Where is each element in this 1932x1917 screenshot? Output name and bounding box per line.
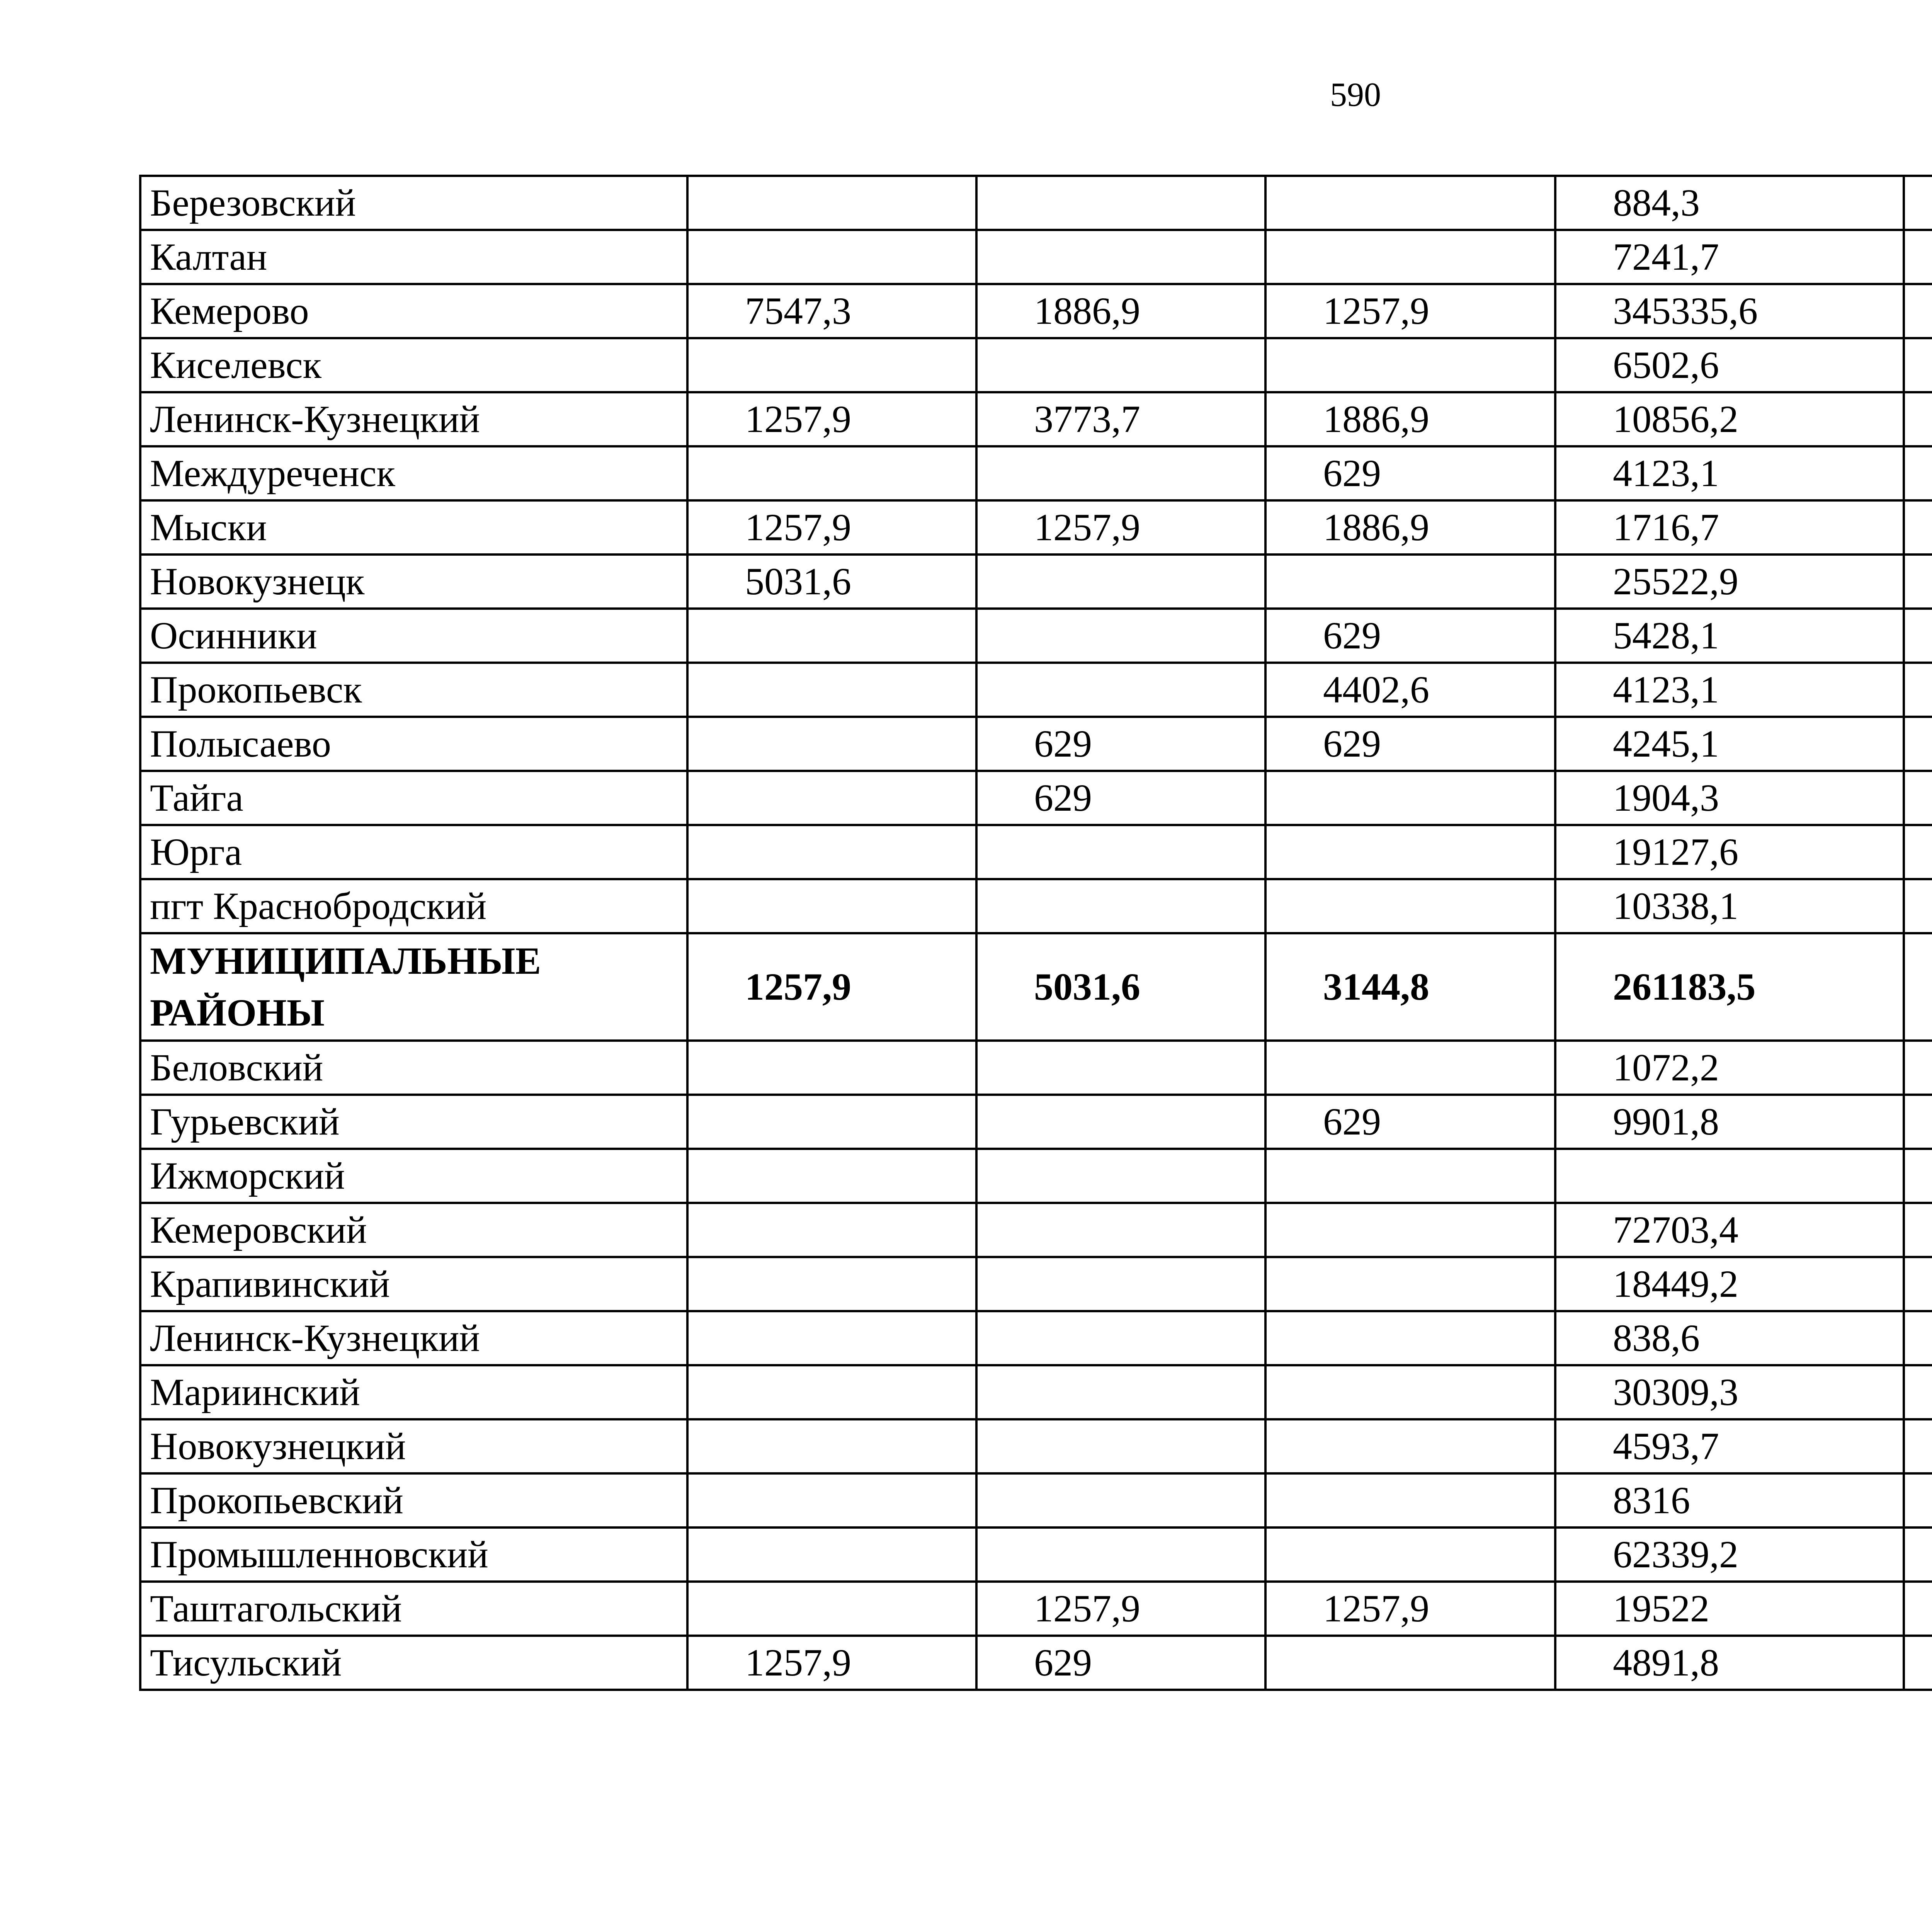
value-cell [1904, 1149, 1932, 1203]
table-row [140, 392, 1932, 446]
value-cell [1904, 717, 1932, 771]
value-cell: 1886,9 [1265, 392, 1555, 446]
table-row [140, 176, 1932, 230]
value-cell [976, 1419, 1265, 1473]
value-cell [1904, 392, 1932, 446]
row-label-cell: Ижморский [140, 1149, 687, 1203]
value-cell [1265, 879, 1555, 933]
value-cell: 30309,3 [1555, 1365, 1904, 1419]
table-row [140, 1419, 1932, 1473]
row-label-cell: Полысаево [140, 717, 687, 771]
value-cell [976, 1149, 1265, 1203]
row-label-cell: Междуреченск [140, 446, 687, 500]
value-cell [1265, 338, 1555, 392]
row-label-cell: Юрга [140, 825, 687, 879]
value-cell: 1257,9 [1265, 284, 1555, 338]
value-cell [1265, 1636, 1555, 1690]
value-cell [976, 1041, 1265, 1095]
row-label-cell: пгт Краснобродский [140, 879, 687, 933]
value-cell: 4123,1 [1555, 663, 1904, 717]
table-row [140, 1473, 1932, 1527]
value-cell: 629 [1265, 609, 1555, 663]
value-cell: 8316 [1555, 1473, 1904, 1527]
row-label-cell: Прокопьевский [140, 1473, 687, 1527]
value-cell: 884,3 [1555, 176, 1904, 230]
row-label-cell: Тайга [140, 771, 687, 825]
row-label-cell: Березовский [140, 176, 687, 230]
table-row [140, 1365, 1932, 1419]
page-number: 590 [1330, 76, 1381, 114]
value-cell: 629 [1265, 1095, 1555, 1149]
value-cell [1265, 555, 1555, 609]
row-label-cell: Таштагольский [140, 1582, 687, 1636]
value-cell [1904, 663, 1932, 717]
table-row [140, 555, 1932, 609]
row-label-cell: Тисульский [140, 1636, 687, 1690]
row-label-cell: Мыски [140, 500, 687, 555]
value-cell [1265, 825, 1555, 879]
value-cell: 1257,9 [687, 500, 976, 555]
value-cell: 629 [976, 771, 1265, 825]
row-label-cell: Кемерово [140, 284, 687, 338]
row-label-cell: Новокузнецк [140, 555, 687, 609]
value-cell [1904, 1473, 1932, 1527]
value-cell: 4402,6 [1265, 663, 1555, 717]
value-cell [1265, 176, 1555, 230]
value-cell [687, 176, 976, 230]
value-cell [1265, 771, 1555, 825]
value-cell [976, 825, 1265, 879]
value-cell [687, 338, 976, 392]
value-cell: 25522,9 [1555, 555, 1904, 609]
table-row [140, 771, 1932, 825]
value-cell: 19522 [1555, 1582, 1904, 1636]
value-cell [687, 446, 976, 500]
value-cell: 6502,6 [1555, 338, 1904, 392]
value-cell [976, 1095, 1265, 1149]
value-cell [1265, 1041, 1555, 1095]
value-cell: 1886,9 [976, 284, 1265, 338]
value-cell [1265, 1473, 1555, 1527]
value-cell [687, 1419, 976, 1473]
row-label-cell: Осинники [140, 609, 687, 663]
value-cell [687, 609, 976, 663]
table-row [140, 230, 1932, 284]
value-cell: 10856,2 [1555, 392, 1904, 446]
value-cell [687, 1203, 976, 1257]
value-cell [687, 771, 976, 825]
value-cell: 1257,9 [976, 1582, 1265, 1636]
value-cell: 629 [1265, 446, 1555, 500]
value-cell: 1716,7 [1555, 500, 1904, 555]
value-cell: 3773,7 [976, 392, 1265, 446]
value-cell: 1257,9 [1265, 1582, 1555, 1636]
value-cell: 1257,9 [687, 392, 976, 446]
table-row [140, 1582, 1932, 1636]
value-cell [687, 1041, 976, 1095]
value-cell: 1257,9 [687, 933, 976, 1041]
value-cell: 261183,5 [1555, 933, 1904, 1041]
value-cell: 18449,2 [1555, 1257, 1904, 1311]
value-cell: 5031,6 [687, 555, 976, 609]
value-cell [687, 1311, 976, 1365]
value-cell [976, 1257, 1265, 1311]
value-cell [976, 555, 1265, 609]
value-cell [1904, 825, 1932, 879]
row-label-cell: Беловский [140, 1041, 687, 1095]
value-cell [1904, 284, 1932, 338]
table-row [140, 338, 1932, 392]
value-cell: 1257,9 [976, 500, 1265, 555]
value-cell [1904, 1365, 1932, 1419]
value-cell [1265, 1527, 1555, 1582]
value-cell [687, 825, 976, 879]
value-cell [1904, 1041, 1932, 1095]
value-cell: 5031,6 [976, 933, 1265, 1041]
value-cell: 4123,1 [1555, 446, 1904, 500]
value-cell [1904, 500, 1932, 555]
value-cell [687, 230, 976, 284]
value-cell: 9901,8 [1555, 1095, 1904, 1149]
value-cell [1265, 1419, 1555, 1473]
value-cell [687, 1473, 976, 1527]
value-cell [1904, 1636, 1932, 1690]
value-cell [1265, 1203, 1555, 1257]
value-cell [976, 230, 1265, 284]
value-cell [1904, 1582, 1932, 1636]
table-row [140, 446, 1932, 500]
table-row [140, 879, 1932, 933]
data-table [139, 175, 1932, 1691]
value-cell [1904, 1257, 1932, 1311]
value-cell [687, 1527, 976, 1582]
value-cell [1265, 1149, 1555, 1203]
value-cell [687, 1095, 976, 1149]
table-row [140, 609, 1932, 663]
value-cell [1904, 1203, 1932, 1257]
value-cell [976, 338, 1265, 392]
row-label-cell: Прокопьевск [140, 663, 687, 717]
value-cell [976, 1311, 1265, 1365]
value-cell [1904, 1527, 1932, 1582]
table-row [140, 717, 1932, 771]
value-cell [1904, 879, 1932, 933]
value-cell [1904, 1095, 1932, 1149]
row-label-cell: Крапивинский [140, 1257, 687, 1311]
row-label-cell: Новокузнецкий [140, 1419, 687, 1473]
row-label-cell: Мариинский [140, 1365, 687, 1419]
table-row [140, 500, 1932, 555]
value-cell: 629 [976, 717, 1265, 771]
value-cell [1904, 230, 1932, 284]
value-cell [976, 446, 1265, 500]
table-row [140, 1041, 1932, 1095]
value-cell [1904, 933, 1932, 1041]
value-cell [976, 879, 1265, 933]
table-row [140, 1311, 1932, 1365]
value-cell: 629 [976, 1636, 1265, 1690]
table-row [140, 1636, 1932, 1690]
row-label-cell: МУНИЦИПАЛЬНЫЕ РАЙОНЫ [140, 933, 687, 1041]
value-cell: 19127,6 [1555, 825, 1904, 879]
table-row [140, 1149, 1932, 1203]
value-cell [687, 1149, 976, 1203]
value-cell [1265, 1365, 1555, 1419]
value-cell [976, 1203, 1265, 1257]
value-cell: 4593,7 [1555, 1419, 1904, 1473]
value-cell [1555, 1149, 1904, 1203]
row-label-cell: Калтан [140, 230, 687, 284]
value-cell [976, 609, 1265, 663]
value-cell: 838,6 [1555, 1311, 1904, 1365]
table-row [140, 1257, 1932, 1311]
value-cell [976, 176, 1265, 230]
value-cell: 345335,6 [1555, 284, 1904, 338]
value-cell: 3144,8 [1265, 933, 1555, 1041]
row-label-cell: Ленинск-Кузнецкий [140, 392, 687, 446]
value-cell [1265, 1257, 1555, 1311]
row-label-cell: Киселевск [140, 338, 687, 392]
value-cell [1904, 771, 1932, 825]
value-cell [687, 1582, 976, 1636]
value-cell: 1072,2 [1555, 1041, 1904, 1095]
row-label-cell: Промышленновский [140, 1527, 687, 1582]
value-cell [976, 1365, 1265, 1419]
value-cell [1265, 1311, 1555, 1365]
table-row [140, 663, 1932, 717]
table-row [140, 1203, 1932, 1257]
value-cell [687, 1257, 976, 1311]
value-cell [976, 1473, 1265, 1527]
value-cell [1904, 555, 1932, 609]
value-cell [976, 1527, 1265, 1582]
value-cell [687, 663, 976, 717]
value-cell [1904, 1419, 1932, 1473]
value-cell: 72703,4 [1555, 1203, 1904, 1257]
value-cell: 5428,1 [1555, 609, 1904, 663]
value-cell [1904, 446, 1932, 500]
table-body [140, 176, 1932, 1690]
value-cell: 10338,1 [1555, 879, 1904, 933]
value-cell [1265, 230, 1555, 284]
table-row [140, 1095, 1932, 1149]
value-cell: 62339,2 [1555, 1527, 1904, 1582]
value-cell [1904, 176, 1932, 230]
row-label-cell: Ленинск-Кузнецкий [140, 1311, 687, 1365]
value-cell [687, 879, 976, 933]
value-cell: 7241,7 [1555, 230, 1904, 284]
row-label-cell: Гурьевский [140, 1095, 687, 1149]
value-cell: 1257,9 [687, 1636, 976, 1690]
table-row [140, 825, 1932, 879]
value-cell [1904, 1311, 1932, 1365]
value-cell: 4245,1 [1555, 717, 1904, 771]
value-cell: 7547,3 [687, 284, 976, 338]
value-cell [687, 1365, 976, 1419]
value-cell: 1904,3 [1555, 771, 1904, 825]
table-row [140, 284, 1932, 338]
value-cell [1904, 609, 1932, 663]
value-cell [1904, 338, 1932, 392]
value-cell: 4891,8 [1555, 1636, 1904, 1690]
row-label-cell: Кемеровский [140, 1203, 687, 1257]
table-row [140, 933, 1932, 1041]
value-cell: 1886,9 [1265, 500, 1555, 555]
value-cell [687, 717, 976, 771]
value-cell [976, 663, 1265, 717]
value-cell: 629 [1265, 717, 1555, 771]
table-row [140, 1527, 1932, 1582]
